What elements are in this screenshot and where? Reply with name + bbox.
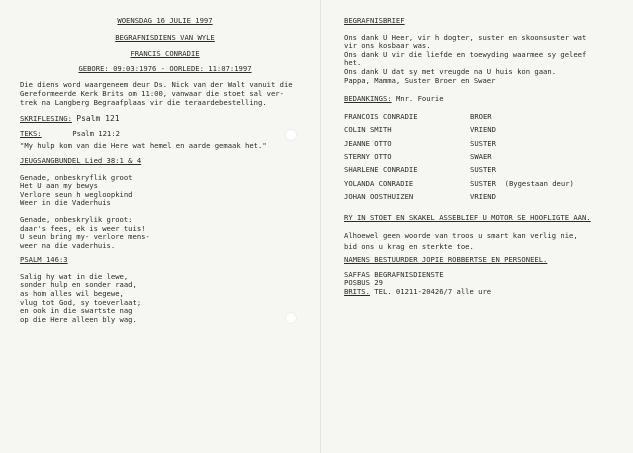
on-behalf-line: NAMENS BESTUURDER JOPIE ROBBERTSE EN PERSONEEL. (344, 255, 548, 265)
hymn-line: weer na die vaderhuis. (20, 240, 116, 250)
psalm-heading: PSALM 146:3 (20, 255, 68, 265)
service-line: Gereformeerde Kerk Brits om 11:00, vanwaar die stoet sal ver- (20, 88, 284, 98)
text-reference (20, 130, 310, 139)
bearer-relation: VRIEND (470, 125, 496, 135)
letter-line: Ons dank U vir die liefde en toewyding waarmee sy geleef (344, 49, 587, 59)
left-column (20, 17, 310, 324)
bearer-name: JOHAN OOSTHUIZEN (344, 192, 414, 202)
bearer-relation: SUSTER (470, 165, 496, 175)
psalm-line: en ook in die swartste nag (20, 306, 133, 316)
funeral-letter (344, 34, 629, 86)
hymn-line: Het U aan my bewys (20, 181, 98, 191)
bearer-relation: SWAER (470, 151, 492, 161)
bearer-name: STERNY OTTO (344, 151, 392, 161)
hymn-verse-2 (20, 216, 310, 250)
bearer-name: FRANCOIS CONRADIE (344, 111, 418, 121)
scripture-value: Psalm 121 (76, 114, 120, 124)
scripture-label: SKRIFLESING: (20, 114, 72, 124)
psalm-text (20, 273, 310, 325)
letter-heading: BEGRAFNISBRIEF (344, 16, 405, 25)
bearer-name: YOLANDA CONRADIE (344, 178, 414, 188)
bearer-relation: BROER (470, 111, 492, 121)
psalm-line: as hom alles wil begewe, (20, 289, 124, 299)
hymn-line: daar's fees, ek is weer tuis! (20, 223, 146, 233)
hymn-line: Verlore seun h wegloopkind (20, 189, 133, 199)
table-row (344, 163, 574, 176)
company-details (344, 271, 629, 297)
hymn-line: Genade, onbeskryflik groot (20, 172, 133, 182)
table-row (344, 137, 574, 150)
bearer-name: COLIN SMITH (344, 125, 392, 135)
bearer-relation: SUSTER (470, 138, 496, 148)
psalm-line: Salig hy wat in die lewe, (20, 271, 129, 281)
deceased-name: FRANCIS CONRADIE (130, 49, 200, 59)
comfort-line: bid ons u krag en sterkte toe. (344, 242, 474, 252)
text-quote: "My hulp kom van die Here wat hemel en aarde gemaak het." (20, 141, 267, 151)
service-title: BEGRAFNISDIENS VAN WYLE (115, 32, 215, 42)
pallbearers-table (344, 110, 574, 204)
bearer-name: JEANNE OTTO (344, 138, 392, 148)
hymn-line: Genade, onbeskrylik groot: (20, 214, 133, 224)
hymn-line: Weer in die Vaderhuis (20, 198, 111, 208)
service-line: Die diens word waargeneem deur Ds. Nick van der Walt vanuit die (20, 80, 293, 90)
born-died-dates: GEBORE: 09:03:1976 - OORLEDE: 11:07:1997 (78, 63, 252, 73)
letter-line: het. (344, 58, 362, 68)
letter-line: Pappa, Mamma, Suster Broer en Swaer (344, 75, 496, 85)
comfort-line: Alhoewel geen woorde van troos u smart kan verlig nie, (344, 231, 578, 241)
bearer-relation: SUSTER (Bygestaan deur) (470, 178, 574, 188)
bearer-relation: VRIEND (470, 192, 496, 202)
bearer-name: SHARLENE CONRADIE (344, 165, 418, 175)
table-row (344, 110, 574, 123)
thanks-label: BEDANKINGS: (344, 94, 392, 104)
table-row (344, 123, 574, 136)
psalm-line: vlug tot God, sy toeverlaat; (20, 297, 142, 307)
thanks-value: Mnr. Fourie (395, 94, 444, 104)
service-details (20, 81, 310, 107)
letter-line: vir ons kosbaar was. (344, 41, 431, 51)
company-town-phone (344, 288, 629, 297)
company-pobox: POSBUS 29 (344, 278, 383, 288)
company-town: BRITS. (344, 286, 370, 296)
company-name: SAFFAS BEGRAFNISDIENSTE (344, 269, 444, 279)
text-label: TEKS: (20, 128, 42, 138)
service-line: trek na Langberg Begraafplaas vir die teraardebestelling. (20, 97, 267, 107)
psalm-line: sonder hulp en sonder raad, (20, 280, 137, 290)
table-row (344, 177, 574, 190)
letter-line: Ons dank U Heer, vir h dogter, suster en skoonsuster wat (344, 32, 587, 42)
page-fold (320, 0, 321, 453)
company-phone: TEL. 01211-20426/7 alle ure (374, 286, 492, 296)
scripture-reading (20, 115, 310, 124)
comfort-message (344, 230, 629, 252)
thanks-line (344, 95, 629, 104)
hymn-line: U seun bring my- verlore mens- (20, 232, 150, 242)
letter-line: Ons dank U dat sy met vreugde na U huis kon gaan. (344, 66, 557, 76)
right-column (344, 17, 629, 297)
table-row (344, 150, 574, 163)
date-heading: WOENSDAG 16 JULIE 1997 (117, 16, 213, 25)
headlights-notice: RY IN STOET EN SKAKEL ASSEBLIEF U MOTOR SE HOOFLIGTE AAN. (344, 212, 591, 222)
text-value: Psalm 121:2 (72, 128, 120, 138)
table-row (344, 190, 574, 203)
psalm-line: op die Here alleen bly wag. (20, 314, 137, 324)
hymn-verse-1 (20, 174, 310, 208)
hymn-heading: JEUGSANGBUNDEL Lied 38:1 & 4 (20, 155, 142, 165)
